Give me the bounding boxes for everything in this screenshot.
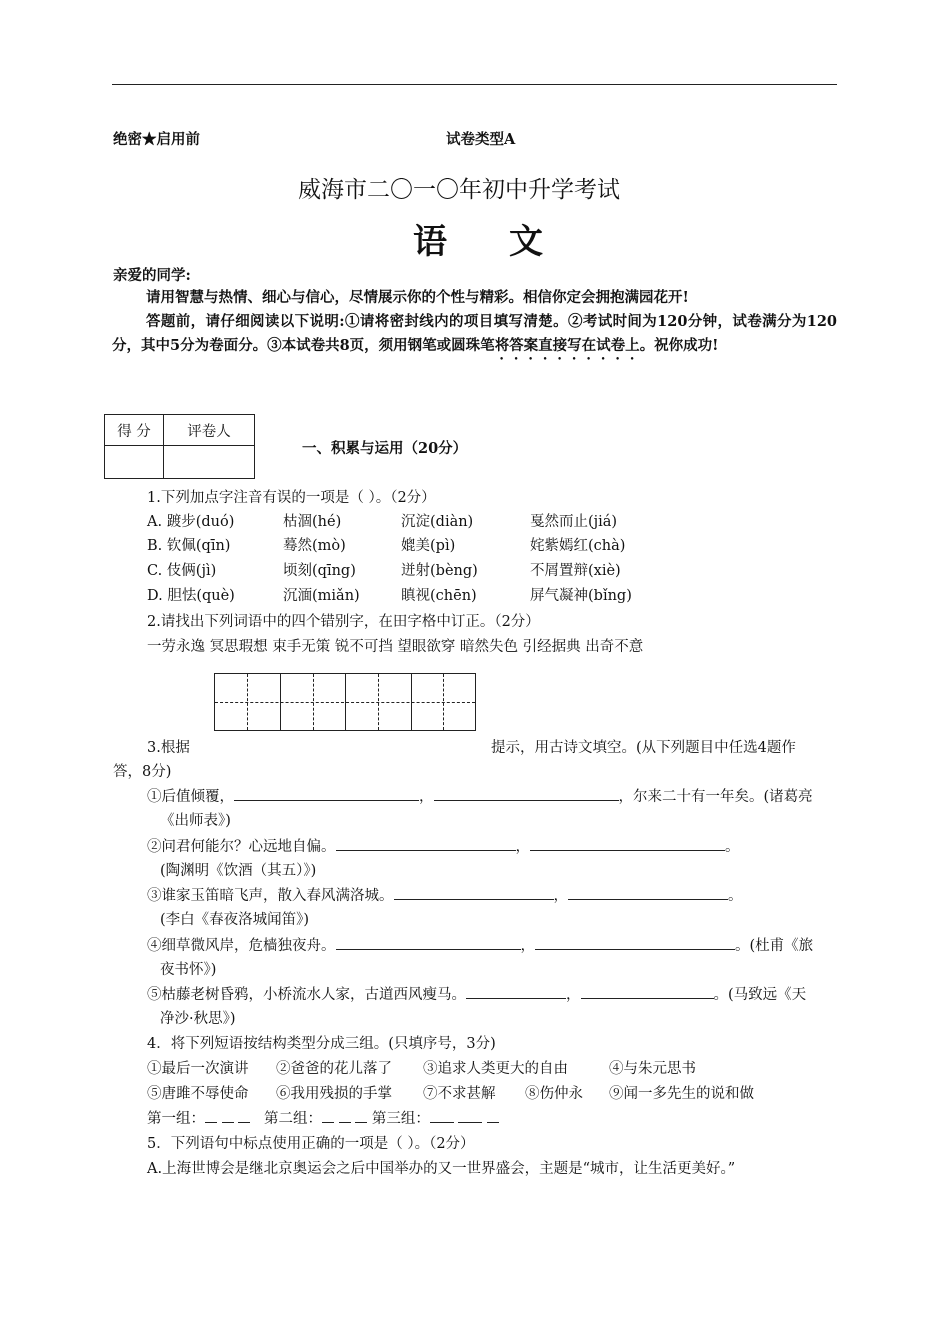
question-3-stem-c: 答，8分) [113,764,172,780]
grid-line [378,674,379,730]
phrase-item: ②爸爸的花儿落了 [276,1061,392,1077]
poem-3-tail: 。 [728,888,743,904]
group-1-blank[interactable] [205,1110,217,1123]
question-5-stem: 5．下列语句中标点使用正确的一项是（ ）。（2分） [147,1136,475,1152]
group-1-label: 第一组： [147,1111,205,1127]
poem-item-3 [147,884,743,905]
grader-cell[interactable] [164,446,255,479]
q1-option-1-0: B. 钦佩(qīn) [147,538,231,554]
poem-item-1 [147,785,813,806]
grader-header: 评卷人 [164,415,255,446]
poem-2-tail: 。 [725,839,740,855]
poem-3-source: (李白《春夜洛城闻笛》) [160,912,310,928]
question-3-stem-b: 提示，用古诗文填空。(从下列题目中任选4题作 [491,740,796,756]
phrase-item: ①最后一次演讲 [147,1061,249,1077]
question-2-stem: 2.请找出下列词语中的四个错别字，在田字格中订正。（2分） [147,614,540,630]
group-2-label: 第二组： [264,1111,323,1127]
phrase-item: ⑨闻一多先生的说和做 [609,1086,754,1102]
q1-option-3-1: 沉湎(miǎn) [283,588,360,604]
greeting: 亲爱的同学: [113,267,191,284]
fill-blank[interactable] [336,937,521,950]
q1-option-0-0: A. 踱步(duó) [147,514,235,530]
fill-blank[interactable] [394,887,554,900]
poem-1-source: 《出师表》) [160,813,231,829]
fill-blank[interactable] [530,838,725,851]
poem-2-text: ②问君何能尔？心远地自偏。 [147,839,336,855]
q1-option-0-1: 枯涸(hé) [283,514,342,530]
intro-line-1: 请用智慧与热情、细心与信心，尽情展示你的个性与精彩。相信你定会拥抱满园花开! [146,289,689,306]
q1-option-1-3: 姹紫嫣红(chà) [530,538,626,554]
group-2-blank[interactable] [339,1110,351,1123]
group-2-blank[interactable] [355,1110,367,1123]
question-5-option-a: A.上海世博会是继北京奥运会之后中国举办的又一世界盛会，主题是“城市，让生活更美好。” [147,1161,736,1177]
phrase-item: ⑥我用残损的手掌 [276,1086,392,1102]
paper-type-label: 试卷类型A [446,131,516,148]
poem-3-sep: ， [553,888,568,904]
fill-blank[interactable] [535,937,735,950]
group-3-label: 第三组： [371,1111,430,1127]
intro-instructions-a: 答题前，请仔细阅读以下说明:①请将密封线内的项目填写清楚。②考试时间为120分钟，试卷满分为120分，其中5分为卷面分。③本试卷共8页，须用钢笔或圆珠笔 [112,313,837,354]
q1-option-0-2: 沉淀(diàn) [401,514,474,530]
correction-grid[interactable] [214,673,476,731]
question-2-words: 一劳永逸 冥思瑕想 束手无策 锐不可挡 望眼欲穿 暗然失色 引经据典 出奇不意 [147,639,644,655]
fill-blank[interactable] [581,986,714,999]
grid-line [443,674,444,730]
poem-4-tail: 。(杜甫《旅 [735,938,814,954]
phrase-item: ③追求人类更大的自由 [423,1061,568,1077]
poem-item-5 [147,983,806,1004]
q1-option-2-0: C. 伎俩(jì) [147,563,217,579]
group-3-blank[interactable] [430,1110,454,1123]
group-1-blank[interactable] [222,1110,234,1123]
poem-1-tail: ，尔来二十有一年矣。(诸葛亮 [618,789,813,805]
poem-2-sep: ， [515,839,530,855]
exam-title: 威海市二〇一〇年初中升学考试 [298,177,620,203]
q1-option-3-3: 屏气凝神(bǐng) [530,588,632,604]
poem-5-text: ⑤枯藤老树昏鸦，小桥流水人家，古道西风瘦马。 [147,987,466,1003]
intro-instructions-c: 。祝你成功! [639,337,719,354]
score-table [104,414,255,479]
section-heading: 一、积累与运用（20分） [302,440,468,457]
phrase-item: ⑤唐雎不辱使命 [147,1086,249,1102]
fill-blank[interactable] [336,838,516,851]
poem-4-text: ④细草微风岸，危樯独夜舟。 [147,938,336,954]
q1-option-1-2: 媲美(pì) [401,538,456,554]
q1-option-1-1: 蓦然(mò) [283,538,346,554]
intro-instructions [112,310,837,363]
q1-option-3-0: D. 胆怯(què) [147,588,235,604]
poem-item-4 [147,934,813,955]
score-header: 得 分 [105,415,164,446]
grid-line [247,674,248,730]
grid-line [411,674,412,730]
poem-3-text: ③谁家玉笛暗飞声，散入春风满洛城。 [147,888,394,904]
q1-option-2-3: 不屑置辩(xiè) [530,563,621,579]
poem-1-sep: ， [419,789,434,805]
phrase-item: ④与朱元思书 [609,1061,696,1077]
grid-line [313,674,314,730]
fill-blank[interactable] [466,986,566,999]
group-3-blank[interactable] [487,1110,499,1123]
poem-4-source: 夜书怀》) [160,962,217,978]
question-1-stem: 1.下列加点字注音有误的一项是（ ）。（2分） [147,490,436,506]
q1-option-2-2: 迸射(bèng) [401,563,478,579]
phrase-item: ⑧伤仲永 [525,1086,583,1102]
intro-instructions-emphasis: 将答案直接写在试卷上 [494,337,640,354]
poem-5-sep: ， [566,987,581,1003]
subject-title: 语文 [413,222,605,262]
secret-label: 绝密★启用前 [113,131,200,148]
poem-1-text: ①后值倾覆， [147,789,234,805]
poem-5-source: 净沙·秋思》) [160,1011,236,1027]
poem-2-source: (陶渊明《饮酒（其五）》) [160,863,317,879]
fill-blank[interactable] [234,788,419,801]
fill-blank[interactable] [434,788,619,801]
q1-option-2-1: 顷刻(qīng) [283,563,356,579]
question-3-stem-a: 3.根据 [147,740,190,756]
group-3-blank[interactable] [458,1110,482,1123]
poem-item-2 [147,835,740,856]
q1-option-0-3: 戛然而止(jiá) [530,514,618,530]
question-4-stem: 4．将下列短语按结构类型分成三组。(只填序号，3分) [147,1036,496,1052]
fill-blank[interactable] [568,887,728,900]
poem-4-sep: ， [520,938,535,954]
group-answer-line [147,1107,499,1128]
score-cell[interactable] [105,446,164,479]
q1-option-3-2: 瞋视(chēn) [401,588,477,604]
grid-line [345,674,346,730]
group-2-blank[interactable] [322,1110,334,1123]
group-1-blank[interactable] [238,1110,250,1123]
top-rule [112,84,837,85]
phrase-item: ⑦不求甚解 [423,1086,496,1102]
grid-line [280,674,281,730]
poem-5-tail: 。(马致远《天 [713,987,807,1003]
